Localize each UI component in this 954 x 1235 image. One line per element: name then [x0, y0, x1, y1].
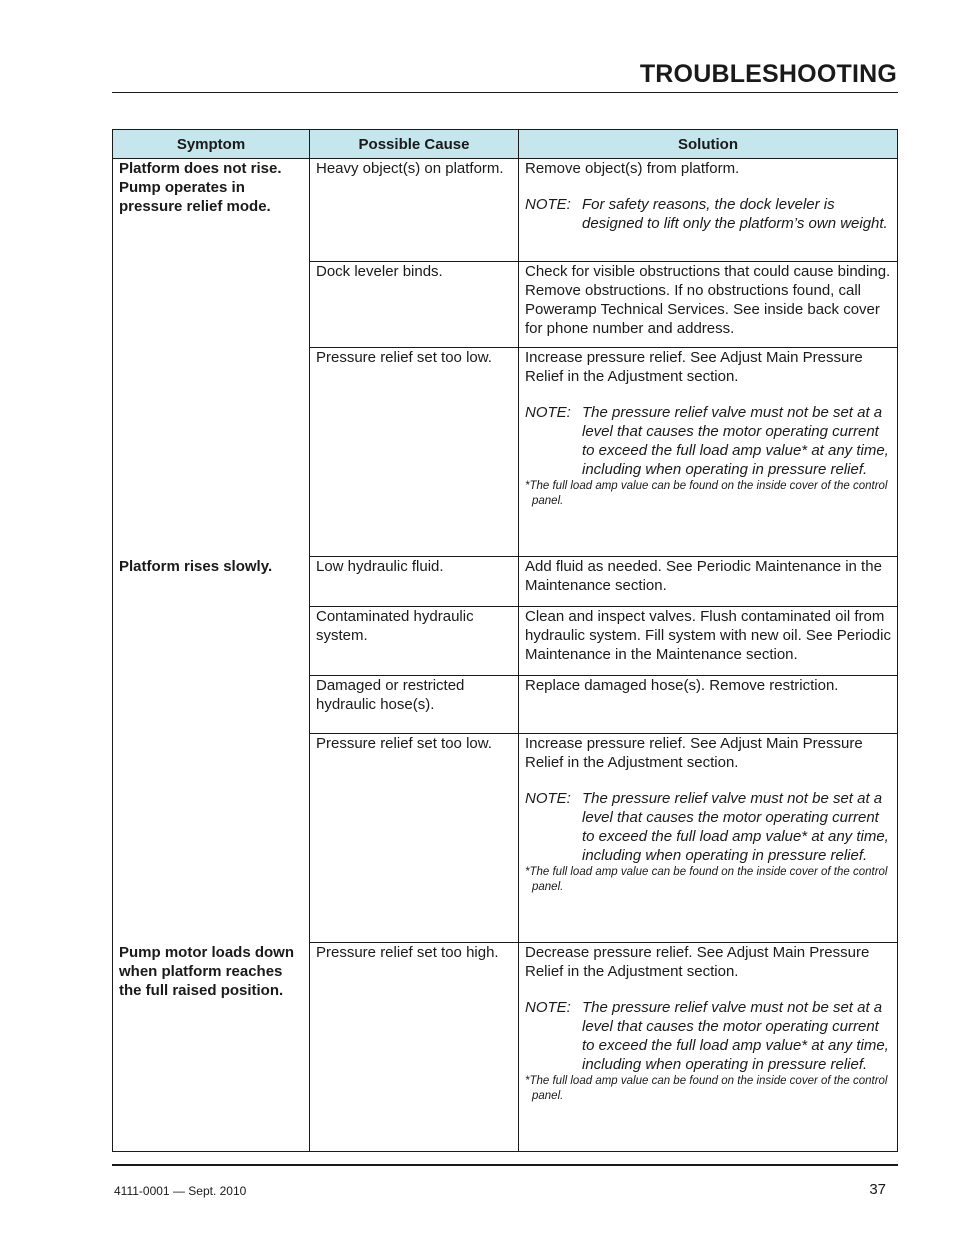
- page-title: TROUBLESHOOTING: [639, 60, 897, 88]
- cause-cell: Damaged or restricted hydraulic hose(s).: [310, 676, 519, 734]
- header-possible-cause: Possible Cause: [310, 130, 519, 159]
- table-header-row: [113, 130, 898, 159]
- solution-text: Check for visible obstructions that could cause binding. Remove obstructions. If no obstructions found, call Poweramp Technical Services. See inside back cover for phone number and address.: [525, 263, 891, 337]
- solution-cell: [519, 159, 898, 262]
- note: [525, 998, 891, 1074]
- note-label: NOTE:: [525, 196, 571, 213]
- footnote: *The full load amp value can be found on the inside cover of the control panel.: [525, 866, 888, 893]
- solution-text: Increase pressure relief. See Adjust Main Pressure Relief in the Adjustment section.: [525, 349, 863, 385]
- footnote: *The full load amp value can be found on the inside cover of the control panel.: [525, 480, 888, 507]
- page-number: 37: [869, 1181, 886, 1198]
- solution-cell: [519, 557, 898, 607]
- solution-text: Remove object(s) from platform.: [525, 160, 740, 177]
- title-divider: [112, 92, 898, 93]
- note: [525, 195, 891, 233]
- header-symptom: Symptom: [113, 130, 310, 159]
- solution-cell: [519, 348, 898, 557]
- note-text: The pressure relief valve must not be set at a level that causes the motor operating current to exceed the full load amp value* at any time, including when operating in pressure relief.: [582, 999, 889, 1073]
- solution-cell: [519, 734, 898, 943]
- note-label: NOTE:: [525, 790, 571, 807]
- cause-cell: Pressure relief set too low.: [310, 348, 519, 557]
- footnote: *The full load amp value can be found on the inside cover of the control panel.: [525, 1075, 888, 1102]
- symptom-cell: Platform rises slowly.: [113, 557, 310, 943]
- solution-cell: [519, 676, 898, 734]
- cause-cell: Dock leveler binds.: [310, 262, 519, 348]
- solution-text: Add fluid as needed. See Periodic Maintenance in the Maintenance section.: [525, 558, 882, 594]
- cause-cell: Contaminated hydraulic system.: [310, 607, 519, 676]
- solution-cell: [519, 943, 898, 1152]
- solution-cell: [519, 262, 898, 348]
- footer-divider: [112, 1164, 898, 1166]
- table-row: [113, 943, 898, 1152]
- note: [525, 789, 891, 865]
- document-id: 4111-0001 — Sept. 2010: [114, 1184, 247, 1198]
- solution-text: Increase pressure relief. See Adjust Main Pressure Relief in the Adjustment section.: [525, 735, 863, 771]
- cause-cell: Pressure relief set too low.: [310, 734, 519, 943]
- header-solution: Solution: [519, 130, 898, 159]
- note-text: The pressure relief valve must not be set at a level that causes the motor operating current to exceed the full load amp value* at any time, including when operating in pressure relief.: [582, 790, 889, 864]
- note-label: NOTE:: [525, 404, 571, 421]
- note-text: The pressure relief valve must not be set at a level that causes the motor operating current to exceed the full load amp value* at any time, including when operating in pressure relief.: [582, 404, 889, 478]
- troubleshooting-table: [112, 129, 898, 1152]
- table-row: [113, 159, 898, 262]
- cause-cell: Low hydraulic fluid.: [310, 557, 519, 607]
- solution-text: Decrease pressure relief. See Adjust Main Pressure Relief in the Adjustment section.: [525, 944, 870, 980]
- note-label: NOTE:: [525, 999, 571, 1016]
- cause-cell: Heavy object(s) on platform.: [310, 159, 519, 262]
- symptom-cell: Pump motor loads down when platform reaches the full raised position.: [113, 943, 310, 1152]
- solution-text: Replace damaged hose(s). Remove restriction.: [525, 677, 839, 694]
- note: [525, 403, 891, 479]
- solution-cell: [519, 607, 898, 676]
- solution-text: Clean and inspect valves. Flush contaminated oil from hydraulic system. Fill system with new oil. See Periodic Maintenance in the Maintenance section.: [525, 608, 891, 663]
- note-text: For safety reasons, the dock leveler is designed to lift only the platform’s own weight.: [582, 196, 888, 232]
- cause-cell: Pressure relief set too high.: [310, 943, 519, 1152]
- symptom-cell: Platform does not rise. Pump operates in pressure relief mode.: [113, 159, 310, 557]
- table-row: [113, 557, 898, 607]
